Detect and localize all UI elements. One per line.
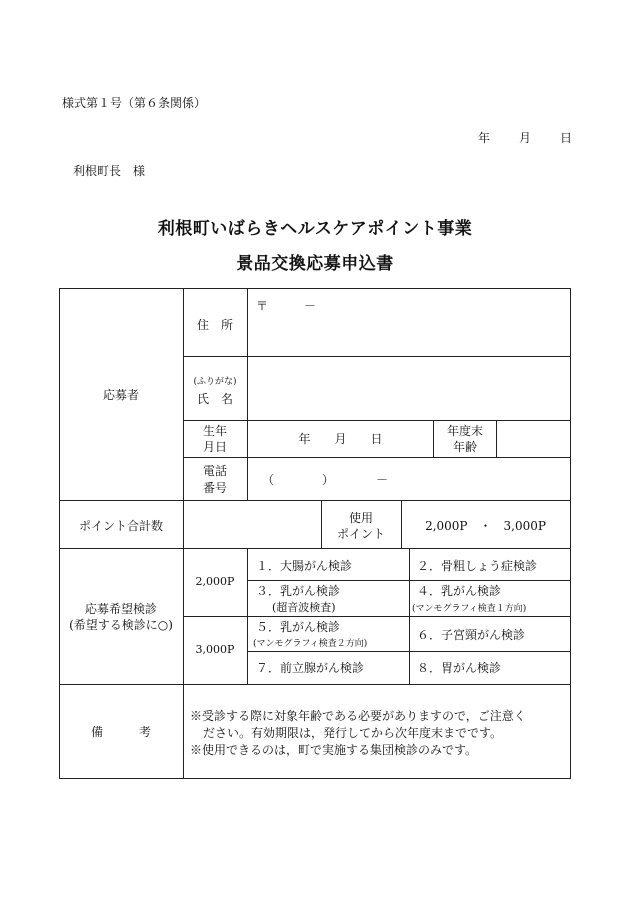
checkup-item-8[interactable]: ８．胃がん検診	[417, 661, 502, 675]
phone-number-field[interactable]: （ ） －	[262, 473, 389, 487]
addressee: 利根町長 様	[73, 164, 146, 178]
age-label-1: 年度末	[446, 424, 483, 438]
checkup-item-5-note: (マンモグラフィ検査２方向)	[253, 639, 368, 649]
checkup-item-4[interactable]: ４．乳がん検診	[417, 584, 502, 598]
address-input-area[interactable]	[248, 320, 570, 356]
date-day: 日	[560, 131, 573, 145]
checkup-item-2[interactable]: ２．骨粗しょう症検診	[417, 559, 538, 573]
remarks-note-2: ※使用できるのは，町で実施する集団検診のみです。	[190, 743, 478, 757]
remarks-label: 備 考	[90, 725, 151, 739]
tier-3000-label: 3,000P	[195, 643, 235, 656]
postal-code-field[interactable]: 〒 －	[256, 299, 317, 313]
use-point-options[interactable]: 2,000P ・ 3,000P	[425, 519, 546, 533]
remarks-note-1: ※受診する際に対象年齢である必要がありますので，ご注意く	[190, 709, 526, 723]
phone-label-1: 電話	[202, 464, 227, 478]
birth-label-2: 月日	[202, 440, 227, 454]
point-total-label: ポイント合計数	[78, 519, 163, 533]
page-title: 利根町いばらきヘルスケアポイント事業	[157, 219, 473, 239]
birth-date-field[interactable]: 年 月 日	[298, 432, 383, 446]
applicant-section-label: 応募者	[102, 388, 139, 402]
checkup-item-6[interactable]: ６．子宮頸がん検診	[417, 628, 526, 642]
page-subtitle: 景品交換応募申込書	[236, 254, 394, 274]
age-label-2: 年齢	[452, 440, 477, 454]
birth-label-1: 生年	[202, 424, 227, 438]
point-total-input-area[interactable]	[184, 501, 321, 548]
checkup-item-3[interactable]: ３．乳がん検診	[256, 584, 341, 598]
checkup-item-1[interactable]: １．大腸がん検診	[256, 559, 353, 573]
checkup-item-4-note: (マンモグラフィ検査１方向)	[412, 604, 527, 614]
checkup-section-label-1: 応募希望検診	[84, 602, 157, 616]
tier-2000-label: 2,000P	[195, 575, 235, 588]
address-label: 住 所	[196, 318, 233, 332]
use-point-label-2: ポイント	[336, 527, 385, 541]
use-point-label-1: 使用	[348, 511, 373, 525]
checkup-section-label-2: (希望する検診に○)	[69, 618, 173, 632]
name-input-area[interactable]	[248, 357, 570, 420]
furigana-label: (ふりがな)	[193, 377, 237, 387]
age-input-area[interactable]	[497, 421, 570, 457]
name-label: 氏 名	[196, 392, 233, 406]
checkup-item-3-note: (超音波検査)	[272, 601, 336, 614]
form-number: 様式第１号（第６条関係）	[62, 96, 207, 110]
checkup-item-7[interactable]: ７．前立腺がん検診	[256, 661, 365, 675]
date-month: 月	[519, 131, 532, 145]
remarks-note-1-cont: ださい。有効期限は，発行してから次年度末までです。	[203, 726, 503, 740]
date-year: 年	[478, 131, 491, 145]
checkup-item-5[interactable]: ５．乳がん検診	[256, 620, 341, 634]
phone-label-2: 番号	[202, 481, 227, 495]
